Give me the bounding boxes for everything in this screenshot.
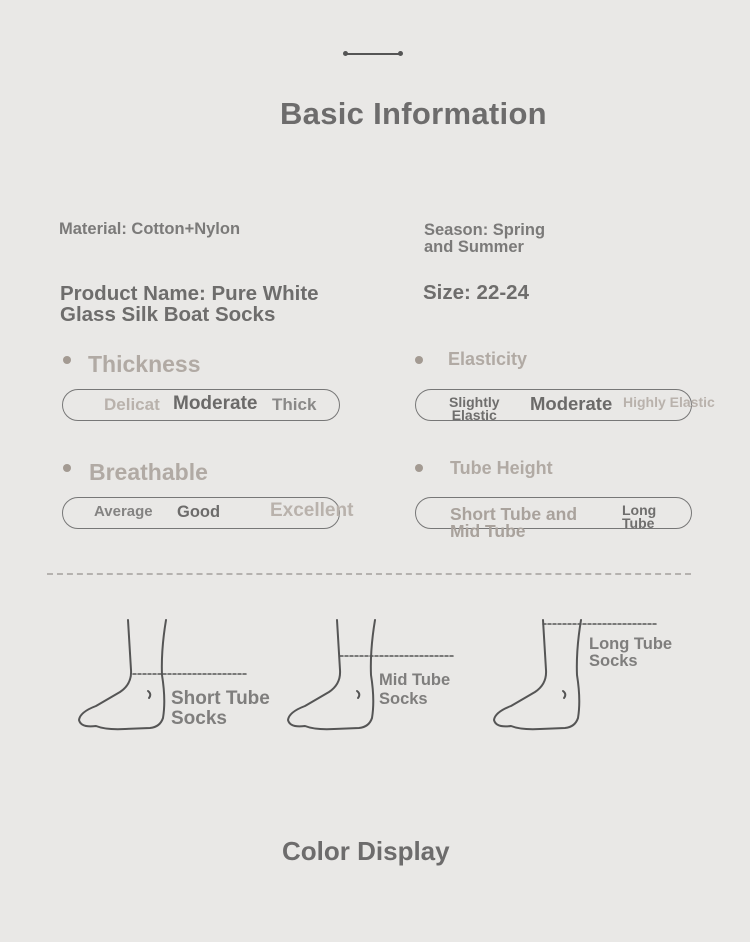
long-tube-foot-icon <box>494 620 581 729</box>
thickness-option-thick: Thick <box>272 395 317 414</box>
section-divider <box>47 573 691 575</box>
season-info: Season: Spring and Summer <box>424 221 546 256</box>
tube-height-scale <box>415 497 692 541</box>
elasticity-option-moderate: Moderate <box>530 393 613 414</box>
thickness-option-moderate: Moderate <box>173 393 258 414</box>
breathable-bullet <box>63 464 71 472</box>
long-tube-label: Long Tube Socks <box>589 635 673 670</box>
elasticity-option-highly: Highly Elastic <box>623 394 715 410</box>
sock-height-illustrations <box>0 600 750 750</box>
product-name-info: Product Name: Pure White Glass Silk Boat Socks <box>60 282 319 326</box>
thickness-option-delicate: Delicat <box>104 395 160 414</box>
elasticity-option-slightly: Slightly Elastic <box>449 394 500 423</box>
thickness-scale <box>62 389 340 421</box>
breathable-option-excellent: Excellent <box>270 500 354 521</box>
color-display-title: Color Display <box>282 836 450 866</box>
tube-height-option-long: Long Tube <box>622 502 657 531</box>
top-ornament <box>343 50 403 58</box>
breathable-option-average: Average <box>94 503 153 520</box>
elasticity-bullet <box>415 356 423 364</box>
elasticity-title: Elasticity <box>448 349 528 369</box>
tube-height-title: Tube Height <box>450 458 553 478</box>
tube-height-option-short-mid: Short Tube and Mid Tube <box>450 504 578 541</box>
thickness-title: Thickness <box>88 351 201 377</box>
material-info: Material: Cotton+Nylon <box>59 220 241 238</box>
breathable-option-good: Good <box>177 503 221 521</box>
mid-tube-label: Mid Tube Socks <box>379 671 451 708</box>
mid-tube-foot-icon <box>288 620 375 729</box>
tube-height-bullet <box>415 464 423 472</box>
elasticity-scale <box>415 389 715 423</box>
page-title: Basic Information <box>280 96 547 131</box>
short-tube-label: Short Tube Socks <box>171 688 270 729</box>
breathable-title: Breathable <box>89 459 208 485</box>
size-info: Size: 22-24 <box>423 281 529 304</box>
breathable-scale <box>62 497 354 529</box>
thickness-bullet <box>63 356 71 364</box>
